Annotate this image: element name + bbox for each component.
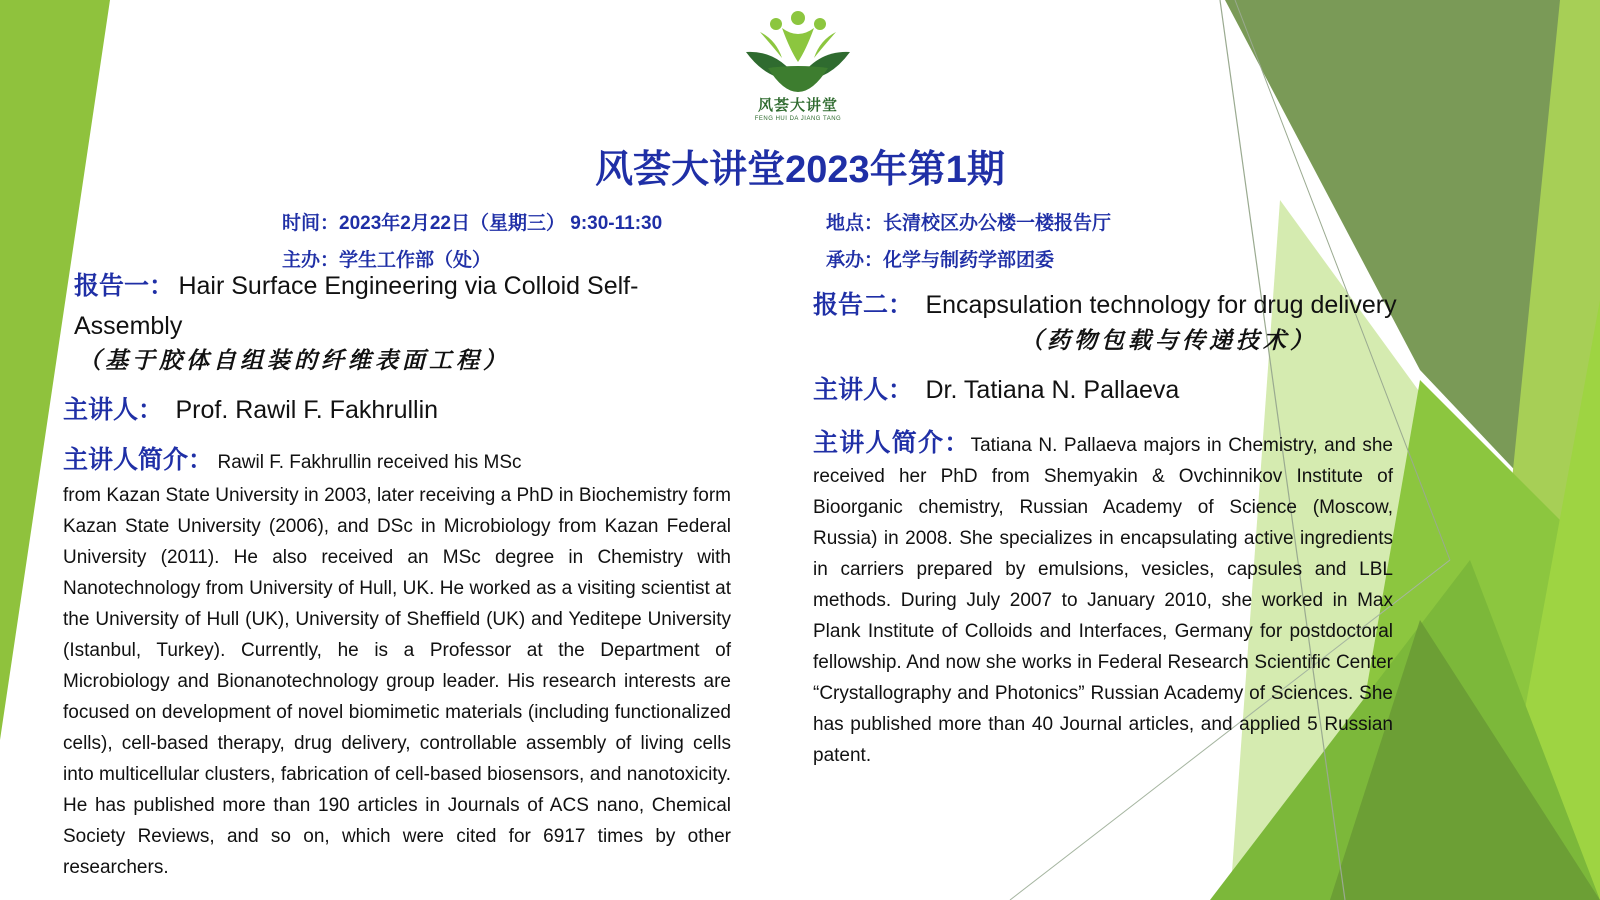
logo	[738, 10, 858, 128]
event-time: 时间：2023年2月22日（星期三） 9:30-11:30	[282, 213, 663, 234]
report2-bio-block	[813, 428, 1393, 771]
report2-title-cn: （药物包载与传递技术）	[1020, 327, 1317, 354]
report1-bio: from Kazan State University in 2003, later receiving a PhD in Biochemistry form Kazan State University (2006), and DSc in Microbiology from Kazan Federal University (2011). He also received an MSc degree in Chemistry with Nanotechnology from University of Hull, UK. He worked as a visiting scientist at the University of Hull (UK), University of Sheffield (UK) and Yeditepe University (Istanbul, Turkey). Currently, he is a Professor at the Department of Microbiology and Bionanotechnology group leader. His research interests are focused on development of novel biomimetic materials (including functionalized cells), cell-based therapy, drug delivery, controllable assembly of living cells into multicellular clusters, fabrication of cell-based biosensors, and nanotoxicity. He has published more than 190 articles in Journals of ACS nano, Chemical Society Reviews, and so on, which were cited for 6917 times by other researchers.	[63, 485, 731, 878]
report2-bio-label: 主讲人简介：	[813, 429, 971, 457]
report1-bio-label: 主讲人简介：	[63, 446, 214, 474]
report1-title-cn: （基于胶体自组装的纤维表面工程）	[78, 347, 510, 374]
event-place: 地点：长清校区办公楼一楼报告厅	[826, 213, 1112, 234]
report2-speaker: Dr. Tatiana N. Pallaeva	[925, 376, 1180, 404]
green-people-leaves-logo-icon	[738, 10, 858, 94]
report2-label: 报告二：	[813, 291, 914, 319]
report1-speaker-row	[63, 390, 438, 426]
report1-label: 报告一：	[74, 272, 175, 300]
report1-heading	[74, 268, 734, 348]
report1-title-line1: Hair Surface Engineering via Colloid Self-	[178, 272, 639, 300]
report1-speaker: Prof. Rawil F. Fakhrullin	[175, 396, 439, 424]
report1-bio-first-line: Rawil F. Fakhrullin received his MSc	[217, 452, 522, 473]
page-title: 风荟大讲堂2023年第1期	[595, 149, 1005, 191]
report2-bio: Tatiana N. Pallaeva majors in Chemistry, and she received her PhD from Shemyakin & Ovchinnikov Institute of Bioorganic chemistry, Russian Academy of Science (Moscow, Russia) in 2008. She specializes in encapsulating active ingredients in carriers prepared by emulsions, vesicles, capsules and LBL methods. During July 2007 to January 2010, she worked in Max Plank Institute of Colloids and Interfaces, Germany for postdoctoral fellowship. And now she works in Federal Research Scientific Center “Crystallography and Photonics” Russian Academy of Sciences. She has published more than 40 Journal articles, and applied 5 Russian patent.	[813, 435, 1393, 766]
report1-bio-head	[63, 440, 522, 476]
logo-name-cn: 风荟大讲堂	[757, 96, 838, 114]
report2-title: Encapsulation technology for drug delivery	[925, 291, 1397, 319]
event-host: 主办：学生工作部（处）	[282, 250, 492, 271]
report2-speaker-row	[813, 370, 1179, 406]
report1-title-line2: Assembly	[74, 312, 183, 340]
logo-name-en: FENG HUI DA JIANG TANG	[754, 116, 842, 122]
report2-heading	[813, 285, 1397, 321]
report2-speaker-label: 主讲人：	[813, 376, 914, 404]
report1-speaker-label: 主讲人：	[63, 396, 164, 424]
event-organizer: 承办：化学与制药学部团委	[826, 250, 1055, 271]
